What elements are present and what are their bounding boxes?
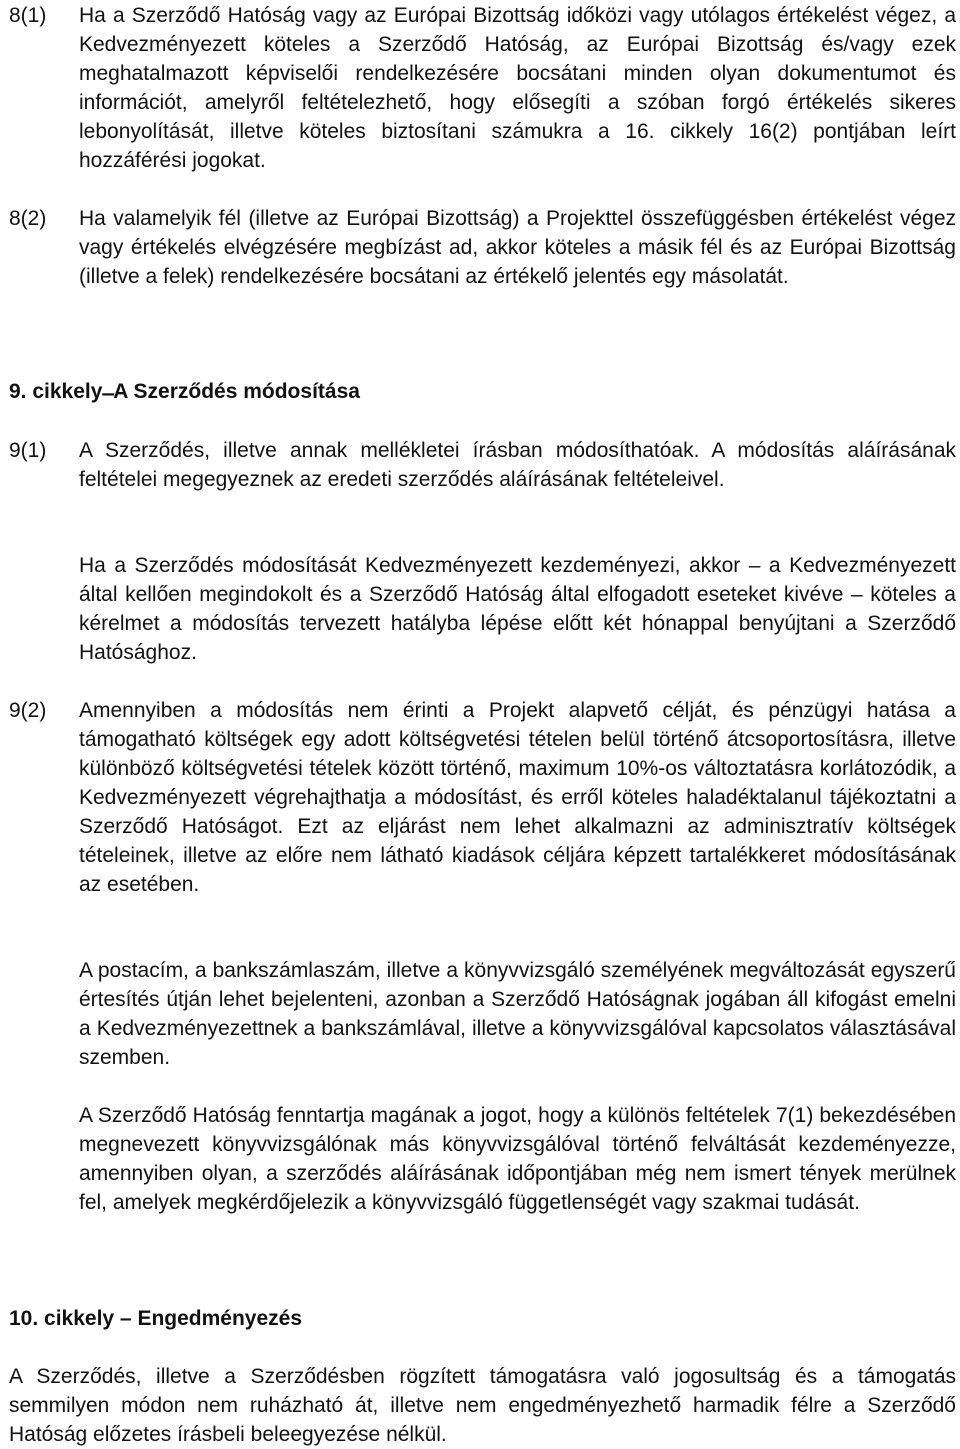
paragraph-number: 8(1) bbox=[9, 4, 47, 27]
article-10-heading: 10. cikkely – Engedményezés bbox=[9, 1307, 303, 1330]
paragraph-9-2 bbox=[9, 696, 956, 899]
paragraph-text: Ha a Szerződő Hatóság vagy az Európai Bizottság időközi vagy utólagos értékelést végez, a Kedvezményezett köteles a Szerződő Hatóság, az Európai Bizottság és/vagy ezek meghatalmazott képviselői rendelkezésére bocsátani minden olyan dokumentumot és információt, amelyről feltételezhető, hogy elősegíti a szóban forgó értékelés sikeres lebonyolítását, illetve köteles biztosítani számukra a 16. cikkely 16(2) pontjában leírt hozzáférési jogokat. bbox=[79, 4, 956, 172]
paragraph-text: A Szerződés, illetve annak mellékletei írásban módosíthatóak. A módosítás aláírásának feltételei megegyeznek az eredeti szerződés aláírásának feltételeivel. bbox=[79, 439, 956, 491]
paragraph-8-1 bbox=[9, 1, 956, 175]
paragraph-text: Amennyiben a módosítás nem érinti a Projekt alapvető célját, és pénzügyi hatása a támogatható költségek egy adott költségvetési tételen belül történő átcsoportosításra, illetve különböző költségvetési tételek között történő, maximum 10%-os változtatásra korlátozódik, a Kedvezményezett végrehajthatja a módosítást, és erről köteles haladéktalanul tájékoztatni a Szerződő Hatóságot. Ezt az eljárást nem lehet alkalmazni az adminisztratív költségek tételeinek, illetve az előre nem látható kiadások céljára képzett tartalékkeret módosításának az esetében. bbox=[79, 699, 956, 896]
paragraph-9-2-continuation-1: A postacím, a bankszámlaszám, illetve a könyvvizsgáló személyének megváltozását egyszerű értesítés útján lehet bejelenteni, azonban a Szerződő Hatóságnak jogában áll kifogást emelni a Kedvezményezettnek a bankszámlával, illetve a könyvvizsgálóval kapcsolatos választásával szemben. bbox=[79, 959, 956, 1069]
paragraph-number: 9(1) bbox=[9, 439, 47, 462]
article-9-heading: 9. cikkely ̶ A Szerződés módosítása bbox=[9, 380, 360, 403]
paragraph-number: 8(2) bbox=[9, 207, 47, 230]
paragraph-9-1-continuation: Ha a Szerződés módosítását Kedvezményezett kezdeményezi, akkor – a Kedvezményezett által kellően megindokolt és a Szerződő Hatóság által elfogadott eseteket kivéve – köteles a kérelmet a módosítás tervezett hatályba lépése előtt két hónappal benyújtani a Szerződő Hatósághoz. bbox=[79, 554, 956, 664]
paragraph-text: Ha valamelyik fél (illetve az Európai Bizottság) a Projekttel összefüggésben értékelést végez vagy értékelés elvégzésére megbízást ad, akkor köteles a másik fél és az Európai Bizottság (illetve a felek) rendelkezésére bocsátani az értékelő jelentés egy másolatát. bbox=[79, 207, 956, 288]
paragraph-8-2 bbox=[9, 204, 956, 291]
article-10-text: A Szerződés, illetve a Szerződésben rögzített támogatásra való jogosultság és a támogatás semmilyen módon nem ruházható át, illetve nem engedményezhető harmadik félre a Szerződő Hatóság előzetes írásbeli beleegyezése nélkül. bbox=[9, 1365, 956, 1446]
paragraph-number: 9(2) bbox=[9, 699, 47, 722]
paragraph-9-1 bbox=[9, 436, 956, 494]
paragraph-9-2-continuation-2: A Szerződő Hatóság fenntartja magának a jogot, hogy a különös feltételek 7(1) bekezdésében megnevezett könyvvizsgálónak más könyvvizsgálóval történő felváltását kezdeményezze, amennyiben olyan, a szerződés aláírásának időpontjában még nem ismert tények merülnek fel, amelyek megkérdőjelezik a könyvvizsgáló függetlenségét vagy szakmai tudását. bbox=[79, 1104, 956, 1214]
